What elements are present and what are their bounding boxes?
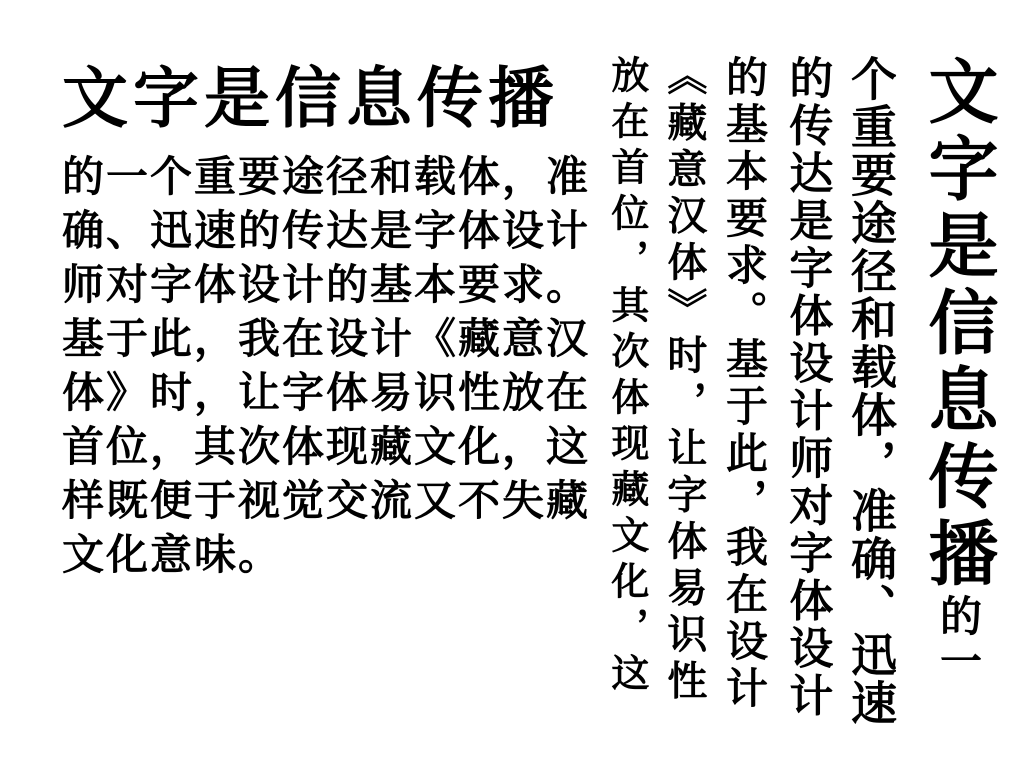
body-line: 文化意味。 — [62, 530, 283, 579]
body-line: 师对字体设计的基本要求。 — [62, 260, 591, 309]
vertical-title-suffix: 的一 — [934, 594, 983, 684]
body-line: 基于此，我在设计《藏意汉 — [62, 314, 591, 363]
vertical-text-block — [604, 55, 999, 727]
vertical-column-3: 的传达是字体设计师对字体设计 — [781, 55, 833, 720]
vertical-column-4: 的基本要求。基于此，我在设计 — [720, 55, 770, 713]
vertical-column-2: 个重要途径和载体，准确、迅速 — [844, 55, 898, 727]
body-line: 确、迅速的传达是字体设计 — [62, 206, 591, 255]
vertical-title-text: 文字是信息传播 — [917, 55, 999, 594]
vertical-column-1-title — [917, 55, 999, 684]
poster-title-horizontal: 文字是信息传播 — [62, 60, 559, 137]
horizontal-text-block — [62, 50, 607, 582]
body-line: 的一个重要途径和载体，准 — [62, 152, 591, 201]
body-line: 样既便于视觉交流又不失藏 — [62, 476, 591, 525]
vertical-column-6: 放在首位，其次体现藏文化，这 — [604, 55, 649, 699]
body-line: 体》时，让字体易识性放在 — [62, 368, 591, 417]
vertical-column-5: 《藏意汉体》时，让字体易识性 — [660, 55, 707, 706]
body-line: 首位，其次体现藏文化，这 — [62, 422, 591, 471]
